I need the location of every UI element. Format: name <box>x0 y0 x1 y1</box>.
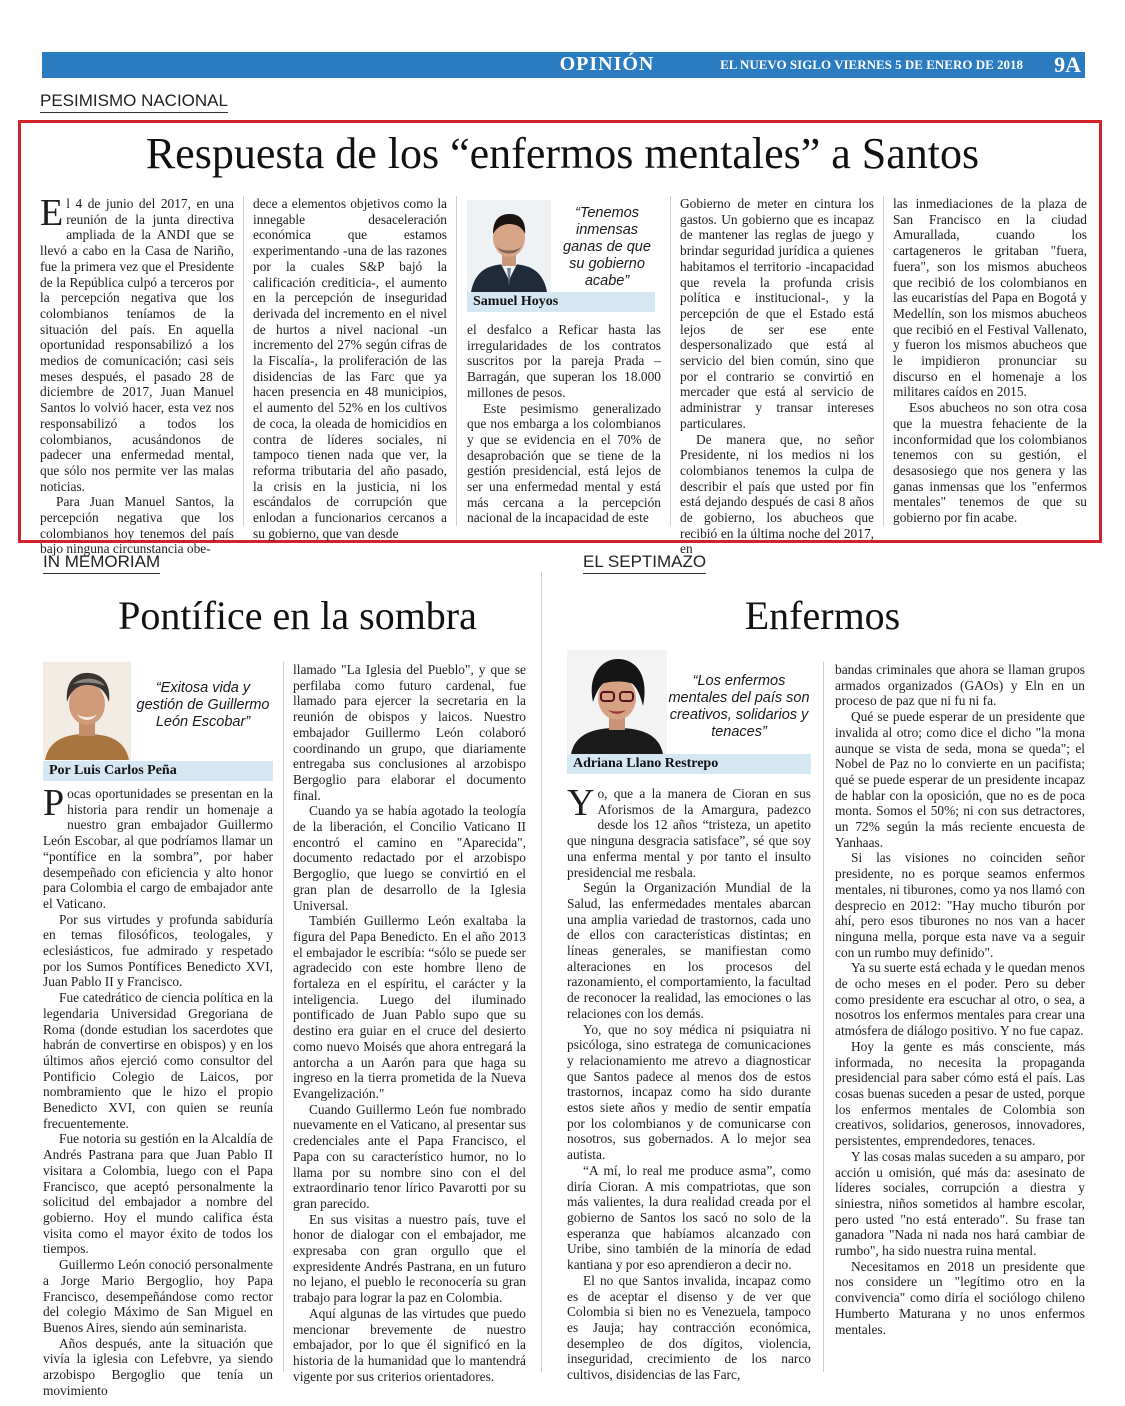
paragraph: Hoy la gente es más consciente, más informada, no necesita la propaganda presidencial para saber cómo está el país. Las cosas buenas suceden a pesar de usted, porque los enfermos mentales de Colombia son creativos, solidarios, generosos, innovadores, persistentes, emprendedores, tenaces. <box>835 1038 1085 1149</box>
paragraph: Si las visiones no coinciden señor presidente, no es porque seamos enfermos mentales, ni tiburones, como ya nos llamó con desprecio en 2012: "Hay mucho tiburón por ahí, pero esos tiburones no nos van a hacer ninguna mella, porque esta nave va a seguir con un rumbo muy definido". <box>835 850 1085 960</box>
paragraph: Esos abucheos no son otra cosa que la muestra fehaciente de la inconformidad que los colombianos tenemos con su gestión, el desasosiego que nos genera y las ganas inmensas que los "enfermos mentales" tenemos de que su gobierno por fin acabe. <box>893 400 1087 526</box>
article2-title: Pontífice en la sombra <box>118 593 477 638</box>
article2-column-1 <box>43 782 273 1398</box>
paragraph: llamado "La Iglesia del Pueblo", y que se perfilaba como futuro cardenal, fue llamado para ejercer la secretaria en la reunión de obispos y laicos. Nuestro embajador Guillermo León colaboró coordinando un grupo, que diariamente entregaba sus conclusiones al arzobispo Bergoglio para elaborar el documento final. <box>293 662 526 803</box>
column-divider <box>456 196 457 526</box>
paragraph: Para Juan Manuel Santos, la percepción negativa que los colombianos hoy tenemos del país bajo ninguna circunstancia obe- <box>40 494 234 557</box>
paragraph: Necesitamos en 2018 un presidente que nos considere un "legítimo otro en la convivencia" como diría el sociólogo chileno Humberto Maturana y no unos enfermos mentales. <box>835 1258 1085 1337</box>
paragraph: De manera que, no señor Presidente, ni los medios ni los colombianos tenemos la culpa de describir el país que usted por fin está dejando después de casi 8 años de gobierno, los abucheos que recibió en la última noche del 2017, en <box>680 431 874 557</box>
paragraph: Qué se puede esperar de un presidente que invalida al otro; como dice el dicho "la mona aunque se vista de seda, mona se queda"; el Nobel de Paz no lo convierte en un pacifista; qué se puede esperar de un presidente incapaz de hablar con la oposición, que no es de poca monta. Somos el 50%; ni con sus detractores, un 72% según la más reciente encuesta de Yanhaas. <box>835 709 1085 850</box>
paragraph: bandas criminales que ahora se llaman grupos armados organizados (GAOs) y Eln en un proceso de paz que ni fu ni fa. <box>835 662 1085 709</box>
article-divider <box>541 572 542 1372</box>
article1-column-2 <box>253 196 447 541</box>
paragraph: dece a elementos objetivos como la innegable desaceleración económica que estamos experimentando -una de las razones por la cuales S&P bajó la calificación crediticia-, el aumento en la percepción de inseguridad derivada del incremento en el nivel de hurtos a nivel nacional -un incremento del 27% según cifras de la Fiscalía-, la proliferación de las disidencias de las Farc que ya hacen presencia en 48 municipios, el aumento del 52% en los cultivos de coca, la oleada de homicidios en contra de líderes sociales, ni tampoco tienen nada que ver, la reforma tributaria del año pasado, la crisis en la justicia, ni los escándalos de corrupción que enlodan a funcionarios cercanos a su gobierno, que van desde <box>253 196 447 541</box>
section-name: OPINIÓN <box>559 53 655 75</box>
paragraph: o, que a la manera de Cioran en sus Aforismos de la Amargura, padezco desde los 12 años “tristeza, un apetito que ninguna desgracia satisface”, sé que soy una enferma mental y por tanto el insulto presidencial me resbala. <box>567 786 811 880</box>
paragraph: También Guillermo León exaltaba la figura del Papa Benedicto. En el año 2013 el embajador le escribía: “sólo se puede ser agradecido con este hombre lleno de fortaleza en el espíritu, el carácter y la inteligencia. Luego del iluminado pontificado de Juan Pablo supo que su destino era guiar en el cruce del desierto como nuevo Moisés que ahora entregará la antorcha a un Aarón para que haga su ingreso en la tierra prometida de la Nueva Evangelización." <box>293 913 526 1101</box>
paragraph: el desfalco a Reficar hasta las irregularidades de los contratos suscritos por la pareja Prada – Barragán, que superan los 18.000 millones de pesos. <box>467 322 661 400</box>
dropcap: E <box>40 192 64 234</box>
column-divider <box>823 662 824 1372</box>
paragraph: Ya su suerte está echada y le quedan menos de ocho meses en el poder. Pero su deber como presidente era escuchar al otro, o sea, a nosotros los enfermos mentales para crear una atmósfera de diálogo positivo. Y no fue capaz. <box>835 960 1085 1039</box>
paragraph: Guillermo León conoció personalmente a Jorge Mario Bergoglio, hoy Papa Francisco, desempeñándose como rector del colegio Máximo de San Miguel en Buenos Aires, siendo aún seminarista. <box>43 1257 273 1335</box>
pull-quote: “Tenemos inmensas ganas de que su gobierno acabe” <box>563 205 651 289</box>
paragraph: Y las cosas malas suceden a su amparo, por acción u omisión, qué más da: asesinato de líderes sociales, corrupción a diestra y siniestra, niños sometidos al hambre escolar, pero usted "no está enterado". Su frase tan ganadora "Nada ni nada nos hará cambiar de rumbo", ha sido nuestra ruina mental. <box>835 1148 1085 1259</box>
column-divider <box>283 662 284 1372</box>
article3-column-2 <box>835 662 1085 1376</box>
column-divider <box>243 196 244 526</box>
article1-column-3 <box>467 322 661 528</box>
paragraph: Aquí algunas de las virtudes que puedo mencionar brevemente de nuestro embajador, por lo que él significó en la historia de la humanidad que lo mantendrá vigente por sus criterios orientadores. <box>293 1305 526 1384</box>
author-byline: Por Luis Carlos Peña <box>43 761 273 781</box>
column-divider <box>670 196 671 526</box>
paragraph: ocas oportunidades se presentan en la historia para rendir un homenaje a nuestro gran embajador Guillermo León Escobar, al que podríamos llamar un “pontífice en la sombra”, por haber desempeñado con eficiencia y alto honor para Colombia el cargo de embajador ante el Vaticano. <box>43 786 273 911</box>
author-photo <box>567 650 667 754</box>
dropcap: P <box>43 782 65 824</box>
article3-title: Enfermos <box>744 593 901 638</box>
article1-column-1 <box>40 192 234 557</box>
article2-column-2 <box>293 662 526 1384</box>
paragraph: Fue notoria su gestión en la Alcaldía de Andrés Pastrana para que Juan Pablo II visitara a Colombia, luego con el Papa Francisco, que aceptó personalmente la solicitud del embajador a nombre del gobierno. Hoy el mundo califica ésta visita como el mayor éxito de todos los tiempos. <box>43 1131 273 1257</box>
newspaper-date: EL NUEVO SIGLO VIERNES 5 DE ENERO DE 2018 <box>720 57 1023 72</box>
pull-quote: “Los enfermos mentales del país son creativos, solidarios y tenaces” <box>668 673 810 740</box>
paragraph: Este pesimismo generalizado que nos embarga a los colombianos y que se evidencia en el 70% de desaprobación que se tiene de la gestión presidencial, está lejos de ser una enfermedad mental y está más cercana a la percepción nacional de la incapacidad de este <box>467 400 661 526</box>
paragraph: Yo, que no soy médica ni psiquiatra ni psicóloga, sino estratega de comunicaciones y relacionamiento me atrevo a diagnosticar que Santos padece al menos dos de estos trastornos, incapaz como ha sido durante estos siete años y medio de sentir empatía por los colombianos y de comunicarse con nosotros, sus gobernados. A lo mejor sea autista. <box>567 1021 811 1163</box>
paragraph: “A mí, lo real me produce asma”, como diría Cioran. A mis compatriotas, que son más valientes, la dura realidad creada por el gobierno de Santos los sacó no solo de la esperanza que habíamos alcanzado con Uribe, sino también de la minoría de edad kantiana y por eso aprendieron a decir no. <box>567 1162 811 1273</box>
paragraph: Años después, ante la situación que vivía la iglesia con Lefebvre, ya siendo arzobispo Bergoglio que tenía un movimiento <box>43 1335 273 1398</box>
paragraph: Cuando Guillermo León fue nombrado nuevamente en el Vaticano, al presentar sus credenciales ante el Papa Francisco, el Papa con su característico humor, no lo llama por su nombre sino con el del extraordinario tenor lírico Pavarotti por su gran parecido. <box>293 1101 526 1211</box>
paragraph: l 4 de junio del 2017, en una reunión de la junta directiva ampliada de la ANDI que se llevó a cabo en la Casa de Nariño, fue la primera vez que el Presidente de la República culpó a terceros por la percepción negativa que los colombianos teníamos de la situación del país. En aquella oportunidad responsabilizó a los medios de comunicación; casi seis meses después, el pasado 28 de diciembre de 2017, Juan Manuel Santos lo volvió hacer, esta vez nos responsabilizó a todos los colombianos, acusándonos de padecer una enfermedad mental, que sólo nos permite ver las malas noticias. <box>40 196 234 494</box>
column-divider <box>883 196 884 526</box>
article1-title: Respuesta de los “enfermos mentales” a Santos <box>145 129 980 178</box>
article1-column-4 <box>680 196 874 557</box>
pull-quote: “Exitosa vida y gestión de Guillermo León Escobar” <box>136 680 270 730</box>
page-number: 9A <box>1054 52 1081 77</box>
paragraph: Fue catedrático de ciencia política en la legendaria Universidad Gregoriana de Roma (donde estudian los sacerdotes que habrán de convertirse en obispos) y en los últimos años ejerció como consultor del Pontificio Colegio de Laicos, por nombramiento que le hizo el propio Benedicto XVI, con quien se reunía frecuentemente. <box>43 990 273 1131</box>
author-photo <box>43 662 131 760</box>
dropcap: Y <box>567 782 595 824</box>
section-header-bar <box>42 52 1085 78</box>
author-byline: Adriana Llano Restrepo <box>567 754 811 774</box>
paragraph: En sus visitas a nuestro país, tuve el honor de dialogar con el embajador, me expresaba con gran orgullo que el expresidente Andrés Pastrana, en un futuro no lejano, el pueblo le reconocería su gran trabajo para lograr la paz en Colombia. <box>293 1211 526 1306</box>
paragraph: El no que Santos invalida, incapaz como es de aceptar el disenso y de ver que Colombia si bien no es Venezuela, tampoco es Jauja; hay contracción económica, desempleo de dos dígitos, violencia, inseguridad, crecimiento de los narco cultivos, disidencias de las Farc, <box>567 1272 811 1383</box>
paragraph: Gobierno de meter en cintura los gastos. Un gobierno que es incapaz de mantener las reglas de juego y brindar seguridad jurídica a quienes habitamos el territorio -incapacidad que revela la profunda crisis política e institucional-, y la percepción de que el Estado está lejos de ser ese ente despersonalizado que está al servicio del bien común, sino que por el contrario se convirtió en mercader que está al servicio de administrar y transar intereses particulares. <box>680 196 874 431</box>
paragraph: las inmediaciones de la plaza de San Francisco en la ciudad Amurallada, cuando los cartageneros le gritaban "fuera, fuera", son los mismos abucheos que recibió de los colombianos en las eucaristías del Papa en Bogotá y Medellín, son los mismos abucheos que recibió en el Festival Vallenato, y fueron los mismos abucheos que le impidieron pronunciar su discurso en el homenaje a los militares caídos en 2015. <box>893 196 1087 400</box>
article3-column-1 <box>567 782 811 1383</box>
article3-kicker: EL SEPTIMAZO <box>583 552 706 574</box>
article1-column-5 <box>893 196 1087 528</box>
author-byline: Samuel Hoyos <box>467 292 655 312</box>
article2-kicker: IN MEMORIAM <box>43 552 160 574</box>
paragraph: Por sus virtudes y profunda sabiduría en temas filosóficos, teologales, y eclesiásticos, fue admirado y respetado por los Sumos Pontífices Benedicto XVI, Juan Pablo II y Francisco. <box>43 911 273 990</box>
author-photo <box>467 200 551 292</box>
paragraph: Cuando ya se había agotado la teología de la liberación, el Concilio Vaticano II encontró el camino en "Aparecida", documento redactado por el arzobispo Bergoglio, que luego se convirtió en el gran plan de desarrollo de la Iglesia Universal. <box>293 803 526 913</box>
paragraph: Según la Organización Mundial de la Salud, las enfermedades mentales abarcan una amplia variedad de trastornos, cada uno de ellos con características distintas; en líneas generales, se manifiestan como alteraciones en los procesos del razonamiento, el comportamiento, la facultad de reconocer la realidad, las emociones o las relaciones con los demás. <box>567 880 811 1021</box>
article1-kicker: PESIMISMO NACIONAL <box>40 91 228 113</box>
